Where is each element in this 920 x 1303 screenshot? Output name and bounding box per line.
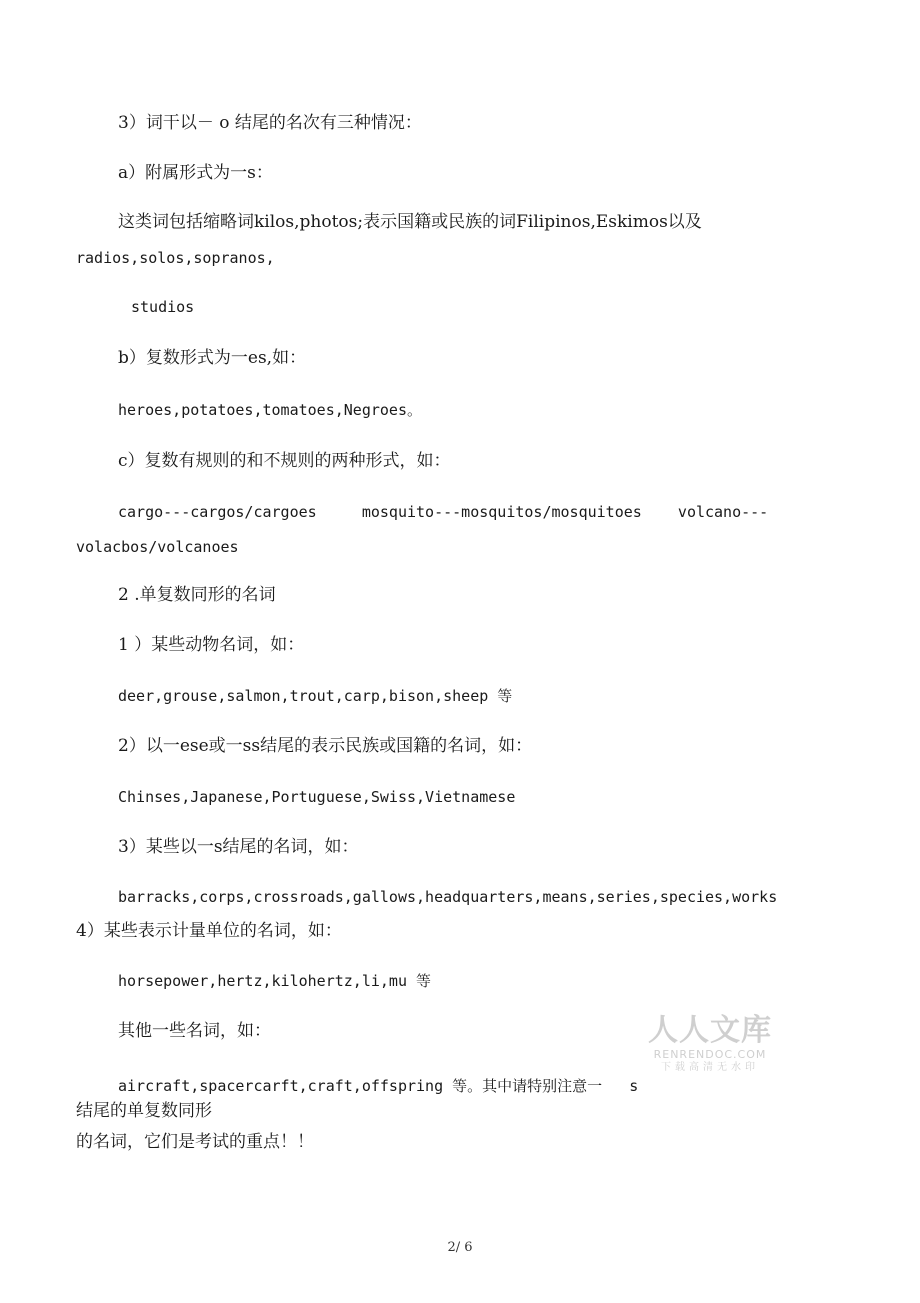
text-line: 4）某些表示计量单位的名词，如： — [76, 921, 342, 941]
text-line: heroes,potatoes,tomatoes,Negroes。 — [118, 401, 422, 419]
text-line: 1 ）某些动物名词，如： — [118, 635, 305, 655]
text-line: c）复数有规则的和不规则的两种形式，如： — [118, 451, 451, 471]
text-line: aircraft,spacercarft,craft,offspring 等。其中请特别注意一 s — [118, 1077, 639, 1095]
text-line: 2）以一ese或一ss结尾的表示民族或国籍的名词，如： — [118, 736, 533, 756]
text-line: volacbos/volcanoes — [76, 538, 239, 556]
text-line: radios,solos,sopranos, — [76, 249, 275, 267]
text-line: a）附属形式为一s： — [118, 163, 273, 183]
text-line: cargo---cargos/cargoes mosquito---mosquitos/mosquitoes volcano--- — [118, 503, 769, 521]
watermark-logo — [645, 1014, 775, 1074]
text-line: studios — [131, 298, 195, 316]
text-line: b）复数形式为一es,如： — [118, 348, 307, 368]
text-line: 3）词干以－ o 结尾的名次有三种情况： — [118, 113, 422, 133]
text-line: 其他一些名词，如： — [118, 1021, 271, 1041]
text-line: 3）某些以一s结尾的名词，如： — [118, 837, 359, 857]
page-number: 2/ 6 — [447, 1240, 473, 1255]
watermark-site: RENRENDOC.COM — [653, 1048, 767, 1061]
text-line: 这类词包括缩略词kilos,photos;表示国籍或民族的词Filipinos,Eskimos以及 — [118, 212, 702, 232]
text-line: 结尾的单复数同形 — [76, 1101, 212, 1121]
text-line: deer,grouse,salmon,trout,carp,bison,sheep 等 — [118, 687, 513, 705]
section-heading: 2 .单复数同形的名词 — [118, 585, 276, 605]
text-line: barracks,corps,crossroads,gallows,headquarters,means,series,species,works — [118, 888, 778, 906]
watermark-title: 人人文库 — [648, 1013, 772, 1048]
watermark-subtitle: 下载高清无水印 — [661, 1062, 759, 1073]
text-line: Chinses,Japanese,Portuguese,Swiss,Vietnamese — [118, 788, 516, 806]
text-line: horsepower,hertz,kilohertz,li,mu 等 — [118, 972, 432, 990]
text-line: 的名词，它们是考试的重点！！ — [76, 1132, 314, 1152]
